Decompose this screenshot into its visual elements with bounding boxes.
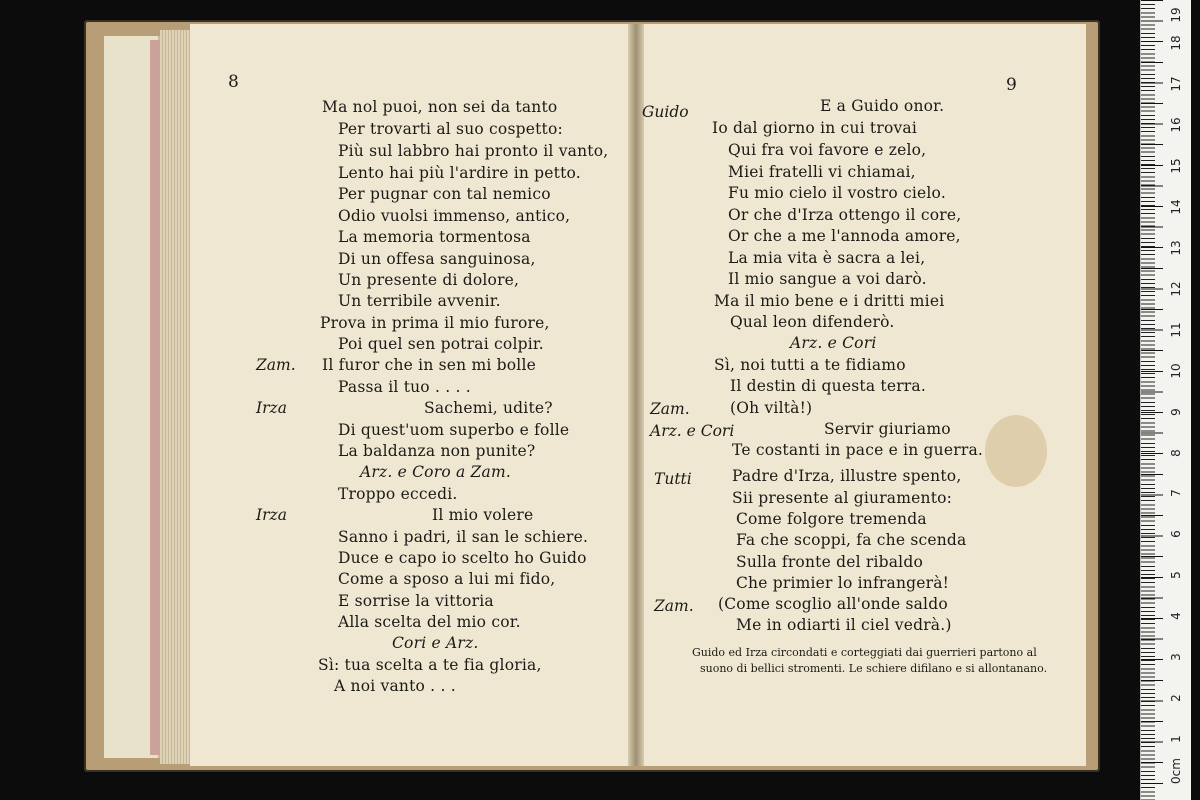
verse-line: La mia vita è sacra a lei,	[728, 249, 926, 267]
verse-line: Il mio sangue a voi darò.	[728, 270, 927, 288]
verse-line: Sii presente al giuramento:	[732, 489, 953, 507]
ruler-label: 8	[1169, 449, 1183, 457]
ruler-label: 13	[1169, 240, 1183, 256]
stage-speaker-heading: Arz. e Coro a Zam.	[360, 463, 511, 481]
verse-line: Poi quel sen potrai colpir.	[338, 335, 544, 353]
ruler-label: 17	[1169, 76, 1183, 92]
ruler-label: 1	[1169, 735, 1183, 743]
ruler-label: 19	[1169, 7, 1183, 23]
verse-line: Il furor che in sen mi bolle	[322, 356, 536, 374]
verse-line: Te costanti in pace e in guerra.	[732, 441, 984, 459]
verse-line: Fa che scoppi, fa che scenda	[736, 531, 967, 549]
verse-line: Un presente di dolore,	[338, 271, 520, 289]
verse-line: Troppo eccedi.	[338, 485, 458, 503]
ruler-label: 2	[1169, 694, 1183, 702]
verse-line: Sanno i padri, il san le schiere.	[338, 528, 589, 546]
verse-line: La baldanza non punite?	[338, 442, 536, 460]
verse-line: Io dal giorno in cui trovai	[712, 119, 918, 137]
verse-line: La memoria tormentosa	[338, 228, 531, 246]
verse-line: Il destin di questa terra.	[730, 377, 926, 395]
ruler-label: 3	[1169, 653, 1183, 661]
ribbon-edge	[150, 40, 160, 755]
speaker-label: Tutti	[654, 470, 692, 488]
verse-line: Servir giuriamo	[824, 420, 951, 438]
verse-line: Sì: tua scelta a te fia gloria,	[318, 656, 542, 674]
page-number-right: 9	[1006, 75, 1017, 95]
verse-line: Di quest'uom superbo e folle	[338, 421, 570, 439]
verse-line: Or che d'Irza ottengo il core,	[728, 206, 962, 224]
stage-direction: Guido ed Irza circondati e corteggiati dai guerrieri partono al	[692, 646, 1037, 659]
verse-line: Ma nol puoi, non sei da tanto	[322, 98, 558, 116]
ruler-label: 9	[1169, 408, 1183, 416]
verse-line: Or che a me l'annoda amore,	[728, 227, 961, 245]
speaker-label: Zam.	[654, 597, 694, 615]
verse-line: Alla scelta del mio cor.	[338, 613, 521, 631]
verse-line: (Oh viltà!)	[730, 399, 813, 417]
ruler-label: 14	[1169, 199, 1183, 215]
verse-line: E sorrise la vittoria	[338, 592, 494, 610]
verse-line: Di un offesa sanguinosa,	[338, 250, 536, 268]
ruler-label: 4	[1169, 612, 1183, 620]
verse-line: Sì, noi tutti a te fidiamo	[714, 356, 906, 374]
verse-line: (Come scoglio all'onde saldo	[718, 595, 948, 613]
verse-line: Odio vuolsi immenso, antico,	[338, 207, 571, 225]
verse-line: Fu mio cielo il vostro cielo.	[728, 184, 946, 202]
verse-line: Qui fra voi favore e zelo,	[728, 141, 927, 159]
verse-line: Un terribile avvenir.	[338, 292, 501, 310]
verse-line: Lento hai più l'ardire in petto.	[338, 164, 581, 182]
verse-line: Più sul labbro hai pronto il vanto,	[338, 142, 609, 160]
ruler-label: 18	[1169, 35, 1183, 51]
verse-line: Il mio volere	[432, 506, 534, 524]
ruler-label: 11	[1169, 322, 1183, 338]
verse-line: Per trovarti al suo cospetto:	[338, 120, 563, 138]
page-stain	[985, 415, 1047, 487]
verse-line: Duce e capo io scelto ho Guido	[338, 549, 587, 567]
verse-line: Passa il tuo . . . .	[338, 378, 471, 396]
verse-line: Che primier lo infrangerà!	[736, 574, 950, 592]
verse-line: Come a sposo a lui mi fido,	[338, 570, 556, 588]
speaker-label: Arz. e Cori	[650, 422, 735, 440]
ruler-label: 16	[1169, 117, 1183, 133]
verse-line: Miei fratelli vi chiamai,	[728, 163, 916, 181]
ruler-label: 6	[1169, 530, 1183, 538]
book-gutter	[628, 24, 644, 766]
ruler-label: 5	[1169, 571, 1183, 579]
stage-speaker-heading: Arz. e Cori	[790, 334, 877, 352]
ruler-label: 10	[1169, 363, 1183, 379]
verse-line: Sachemi, udite?	[424, 399, 553, 417]
page-number-left: 8	[228, 72, 239, 92]
speaker-label: Zam.	[256, 356, 296, 374]
ruler-label: 7	[1169, 489, 1183, 497]
speaker-label: Guido	[642, 103, 689, 121]
verse-line: Per pugnar con tal nemico	[338, 185, 551, 203]
stage-speaker-heading: Cori e Arz.	[392, 634, 479, 652]
verse-line: E a Guido onor.	[820, 97, 945, 115]
verse-line: Ma il mio bene e i dritti miei	[714, 292, 945, 310]
ruler-label: 0cm	[1169, 758, 1183, 784]
ruler-major-ticks	[1141, 0, 1163, 800]
verse-line: Me in odiarti il ciel vedrà.)	[736, 616, 952, 634]
stage-direction: suono di bellici stromenti. Le schiere difilano e si allontanano.	[700, 662, 1048, 675]
verse-line: Padre d'Irza, illustre spento,	[732, 467, 962, 485]
verse-line: Prova in prima il mio furore,	[320, 314, 550, 332]
ruler-label: 12	[1169, 281, 1183, 297]
verse-line: Sulla fronte del ribaldo	[736, 553, 923, 571]
verse-line: Qual leon difenderò.	[730, 313, 895, 331]
speaker-label: Irza	[256, 506, 287, 524]
ruler-label: 15	[1169, 158, 1183, 174]
verse-line: A noi vanto . . .	[334, 677, 456, 695]
speaker-label: Irza	[256, 399, 287, 417]
page-edges	[160, 30, 192, 764]
verse-line: Come folgore tremenda	[736, 510, 927, 528]
measurement-ruler	[1140, 0, 1191, 800]
speaker-label: Zam.	[650, 400, 690, 418]
